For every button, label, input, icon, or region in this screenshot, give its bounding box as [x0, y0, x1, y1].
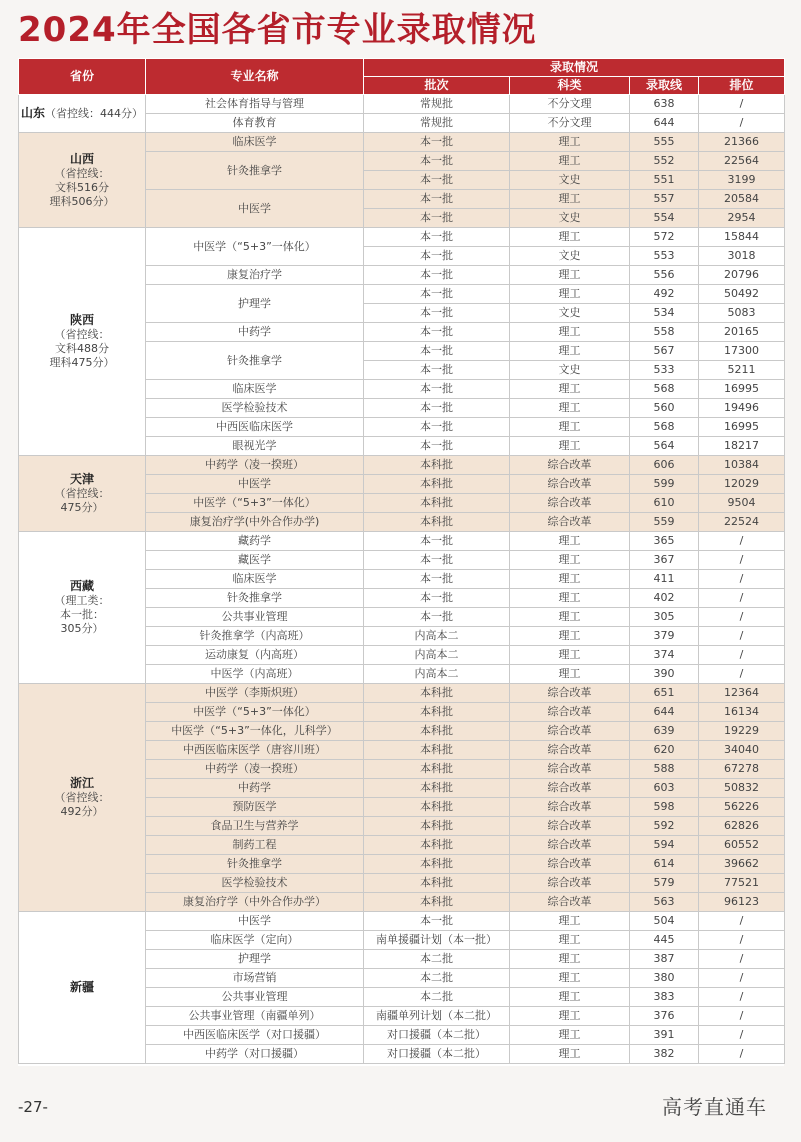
- score-cell: 555: [630, 133, 699, 152]
- score-cell: 551: [630, 171, 699, 190]
- batch-cell: 内高本二: [364, 665, 510, 684]
- major-cell: 针灸推拿学: [146, 152, 364, 190]
- category-cell: 理工: [510, 323, 630, 342]
- batch-cell: 本科批: [364, 893, 510, 912]
- batch-cell: 本一批: [364, 912, 510, 931]
- major-cell: 护理学: [146, 285, 364, 323]
- major-cell: 公共事业管理（南疆单列）: [146, 1007, 364, 1026]
- province-name: 新疆: [69, 980, 94, 994]
- category-cell: 理工: [510, 950, 630, 969]
- major-cell: 临床医学: [146, 380, 364, 399]
- rank-cell: /: [699, 570, 785, 589]
- batch-cell: 对口援疆（本二批）: [364, 1045, 510, 1064]
- score-cell: 567: [630, 342, 699, 361]
- score-cell: 558: [630, 323, 699, 342]
- province-note: （省控线： 475分）: [54, 487, 110, 514]
- batch-cell: 本科批: [364, 855, 510, 874]
- category-cell: 文史: [510, 171, 630, 190]
- rank-cell: 21366: [699, 133, 785, 152]
- score-cell: 579: [630, 874, 699, 893]
- major-cell: 中西医临床医学（对口援疆）: [146, 1026, 364, 1045]
- rank-cell: 50832: [699, 779, 785, 798]
- major-cell: 市场营销: [146, 969, 364, 988]
- score-cell: 387: [630, 950, 699, 969]
- province-name: 浙江: [69, 776, 94, 790]
- rank-cell: /: [699, 1026, 785, 1045]
- category-cell: 理工: [510, 988, 630, 1007]
- category-cell: 理工: [510, 418, 630, 437]
- category-cell: 理工: [510, 608, 630, 627]
- category-cell: 综合改革: [510, 475, 630, 494]
- batch-cell: 本科批: [364, 513, 510, 532]
- province-name: 西藏: [69, 579, 94, 593]
- score-cell: 651: [630, 684, 699, 703]
- major-cell: 康复治疗学（中外合作办学）: [146, 893, 364, 912]
- rank-cell: /: [699, 1045, 785, 1064]
- batch-cell: 本科批: [364, 741, 510, 760]
- category-cell: 理工: [510, 266, 630, 285]
- major-cell: 中药学（凌一揆班）: [146, 760, 364, 779]
- major-cell: 公共事业管理: [146, 608, 364, 627]
- major-cell: 中医学（李斯炽班）: [146, 684, 364, 703]
- rank-cell: /: [699, 532, 785, 551]
- category-cell: 理工: [510, 912, 630, 931]
- category-cell: 综合改革: [510, 779, 630, 798]
- category-cell: 理工: [510, 133, 630, 152]
- batch-cell: 本科批: [364, 836, 510, 855]
- score-cell: 606: [630, 456, 699, 475]
- category-cell: 理工: [510, 969, 630, 988]
- batch-cell: 内高本二: [364, 646, 510, 665]
- province-cell: [19, 456, 146, 532]
- table-row: [19, 532, 785, 551]
- rank-cell: 56226: [699, 798, 785, 817]
- batch-cell: 本科批: [364, 475, 510, 494]
- rank-cell: /: [699, 969, 785, 988]
- score-cell: 553: [630, 247, 699, 266]
- major-cell: 中药学: [146, 323, 364, 342]
- score-cell: 572: [630, 228, 699, 247]
- batch-cell: 本一批: [364, 418, 510, 437]
- category-cell: 综合改革: [510, 836, 630, 855]
- category-cell: 综合改革: [510, 874, 630, 893]
- category-cell: 理工: [510, 589, 630, 608]
- batch-cell: 本科批: [364, 703, 510, 722]
- province-cell: [19, 95, 146, 133]
- major-cell: 食品卫生与营养学: [146, 817, 364, 836]
- rank-cell: /: [699, 627, 785, 646]
- score-cell: 533: [630, 361, 699, 380]
- rank-cell: 19496: [699, 399, 785, 418]
- batch-cell: 本一批: [364, 323, 510, 342]
- batch-cell: 常规批: [364, 114, 510, 133]
- category-cell: 综合改革: [510, 817, 630, 836]
- major-cell: 中药学（对口援疆）: [146, 1045, 364, 1064]
- rank-cell: /: [699, 114, 785, 133]
- major-cell: 社会体育指导与管理: [146, 95, 364, 114]
- batch-cell: 本一批: [364, 209, 510, 228]
- category-cell: 综合改革: [510, 722, 630, 741]
- major-cell: 运动康复（内高班）: [146, 646, 364, 665]
- score-cell: 391: [630, 1026, 699, 1045]
- score-cell: 638: [630, 95, 699, 114]
- province-name: 天津: [69, 472, 94, 486]
- province-note: （省控线： 文科516分 理科506分）: [49, 166, 115, 208]
- category-cell: 理工: [510, 1026, 630, 1045]
- category-cell: 理工: [510, 342, 630, 361]
- category-cell: 不分文理: [510, 114, 630, 133]
- batch-cell: 本科批: [364, 456, 510, 475]
- score-cell: 492: [630, 285, 699, 304]
- major-cell: 针灸推拿学（内高班）: [146, 627, 364, 646]
- rank-cell: 19229: [699, 722, 785, 741]
- major-cell: 中医学: [146, 912, 364, 931]
- rank-cell: 5211: [699, 361, 785, 380]
- province-cell: [19, 228, 146, 456]
- rank-cell: /: [699, 950, 785, 969]
- category-cell: 综合改革: [510, 513, 630, 532]
- rank-cell: /: [699, 551, 785, 570]
- header-province: 省份: [19, 59, 146, 95]
- category-cell: 综合改革: [510, 760, 630, 779]
- score-cell: 568: [630, 380, 699, 399]
- rank-cell: 22524: [699, 513, 785, 532]
- major-cell: 护理学: [146, 950, 364, 969]
- major-cell: 针灸推拿学: [146, 855, 364, 874]
- brand-watermark: 高考直通车: [662, 1095, 767, 1119]
- province-note: （理工类： 本一批： 305分）: [54, 594, 110, 635]
- score-cell: 563: [630, 893, 699, 912]
- header-major: 专业名称: [146, 59, 364, 95]
- rank-cell: 3199: [699, 171, 785, 190]
- rank-cell: 20796: [699, 266, 785, 285]
- table-row: [19, 95, 785, 114]
- category-cell: 综合改革: [510, 893, 630, 912]
- rank-cell: 12029: [699, 475, 785, 494]
- batch-cell: 本二批: [364, 988, 510, 1007]
- batch-cell: 本一批: [364, 361, 510, 380]
- category-cell: 理工: [510, 1045, 630, 1064]
- score-cell: 614: [630, 855, 699, 874]
- table-row: [19, 684, 785, 703]
- category-cell: 综合改革: [510, 855, 630, 874]
- rank-cell: /: [699, 665, 785, 684]
- score-cell: 445: [630, 931, 699, 950]
- category-cell: 综合改革: [510, 741, 630, 760]
- score-cell: 390: [630, 665, 699, 684]
- table-row: [19, 456, 785, 475]
- batch-cell: 本一批: [364, 285, 510, 304]
- batch-cell: 南单援疆计划（本一批）: [364, 931, 510, 950]
- batch-cell: 本一批: [364, 570, 510, 589]
- batch-cell: 本一批: [364, 247, 510, 266]
- header-admission-group: 录取情况: [364, 59, 785, 77]
- major-cell: 中医学（“5+3”一体化）: [146, 703, 364, 722]
- batch-cell: 本科批: [364, 760, 510, 779]
- score-cell: 411: [630, 570, 699, 589]
- score-cell: 557: [630, 190, 699, 209]
- major-cell: 中西医临床医学: [146, 418, 364, 437]
- rank-cell: /: [699, 988, 785, 1007]
- rank-cell: 62826: [699, 817, 785, 836]
- category-cell: 理工: [510, 152, 630, 171]
- batch-cell: 本一批: [364, 551, 510, 570]
- score-cell: 598: [630, 798, 699, 817]
- province-note: （省控线： 492分）: [54, 791, 110, 818]
- category-cell: 理工: [510, 190, 630, 209]
- rank-cell: /: [699, 608, 785, 627]
- category-cell: 理工: [510, 399, 630, 418]
- major-cell: 医学检验技术: [146, 399, 364, 418]
- rank-cell: 3018: [699, 247, 785, 266]
- category-cell: 综合改革: [510, 684, 630, 703]
- rank-cell: 12364: [699, 684, 785, 703]
- major-cell: 针灸推拿学: [146, 342, 364, 380]
- rank-cell: 20165: [699, 323, 785, 342]
- category-cell: 理工: [510, 570, 630, 589]
- major-cell: 中医学（内高班）: [146, 665, 364, 684]
- batch-cell: 本一批: [364, 152, 510, 171]
- score-cell: 367: [630, 551, 699, 570]
- score-cell: 599: [630, 475, 699, 494]
- batch-cell: 常规批: [364, 95, 510, 114]
- province-name: 山西: [69, 151, 94, 166]
- score-cell: 620: [630, 741, 699, 760]
- score-cell: 552: [630, 152, 699, 171]
- major-cell: 藏药学: [146, 532, 364, 551]
- category-cell: 文史: [510, 304, 630, 323]
- score-cell: 644: [630, 114, 699, 133]
- category-cell: 综合改革: [510, 703, 630, 722]
- rank-cell: 67278: [699, 760, 785, 779]
- page-number: -27-: [18, 1098, 48, 1116]
- major-cell: 中西医临床医学（唐容川班）: [146, 741, 364, 760]
- score-cell: 374: [630, 646, 699, 665]
- rank-cell: 9504: [699, 494, 785, 513]
- batch-cell: 本一批: [364, 399, 510, 418]
- score-cell: 559: [630, 513, 699, 532]
- category-cell: 文史: [510, 209, 630, 228]
- rank-cell: 34040: [699, 741, 785, 760]
- rank-cell: /: [699, 912, 785, 931]
- table-row: [19, 228, 785, 247]
- province-cell: [19, 684, 146, 912]
- rank-cell: 17300: [699, 342, 785, 361]
- category-cell: 理工: [510, 380, 630, 399]
- major-cell: 预防医学: [146, 798, 364, 817]
- major-cell: 藏医学: [146, 551, 364, 570]
- batch-cell: 本一批: [364, 266, 510, 285]
- province-name: 山东: [20, 106, 45, 120]
- batch-cell: 本一批: [364, 228, 510, 247]
- province-cell: [19, 133, 146, 228]
- province-note: （省控线： 文科488分 理科475分）: [49, 328, 115, 369]
- batch-cell: 本一批: [364, 304, 510, 323]
- score-cell: 592: [630, 817, 699, 836]
- batch-cell: 本一批: [364, 190, 510, 209]
- category-cell: 综合改革: [510, 456, 630, 475]
- admission-table-sheet: [18, 58, 784, 1066]
- major-cell: 中医学: [146, 475, 364, 494]
- category-cell: 理工: [510, 665, 630, 684]
- category-cell: 理工: [510, 1007, 630, 1026]
- page-title: 2024年全国各省市专业录取情况: [18, 10, 537, 50]
- major-cell: 中医学（“5+3”一体化，儿科学）: [146, 722, 364, 741]
- rank-cell: 15844: [699, 228, 785, 247]
- batch-cell: 本一批: [364, 133, 510, 152]
- header-category: 科类: [510, 77, 630, 95]
- category-cell: 综合改革: [510, 798, 630, 817]
- score-cell: 376: [630, 1007, 699, 1026]
- rank-cell: 18217: [699, 437, 785, 456]
- score-cell: 305: [630, 608, 699, 627]
- province-note: （省控线：444分）: [45, 107, 143, 120]
- table-header: [19, 59, 785, 95]
- category-cell: 文史: [510, 361, 630, 380]
- major-cell: 中医学: [146, 190, 364, 228]
- major-cell: 针灸推拿学: [146, 589, 364, 608]
- batch-cell: 对口援疆（本二批）: [364, 1026, 510, 1045]
- table-row: [19, 133, 785, 152]
- score-cell: 610: [630, 494, 699, 513]
- category-cell: 理工: [510, 532, 630, 551]
- score-cell: 556: [630, 266, 699, 285]
- table-row: [19, 912, 785, 931]
- batch-cell: 本二批: [364, 969, 510, 988]
- score-cell: 639: [630, 722, 699, 741]
- batch-cell: 本科批: [364, 779, 510, 798]
- batch-cell: 本科批: [364, 874, 510, 893]
- score-cell: 644: [630, 703, 699, 722]
- score-cell: 402: [630, 589, 699, 608]
- rank-cell: 22564: [699, 152, 785, 171]
- category-cell: 理工: [510, 437, 630, 456]
- batch-cell: 本一批: [364, 342, 510, 361]
- score-cell: 365: [630, 532, 699, 551]
- score-cell: 534: [630, 304, 699, 323]
- rank-cell: 60552: [699, 836, 785, 855]
- major-cell: 眼视光学: [146, 437, 364, 456]
- batch-cell: 本一批: [364, 589, 510, 608]
- category-cell: 不分文理: [510, 95, 630, 114]
- major-cell: 中药学（凌一揆班）: [146, 456, 364, 475]
- province-cell: [19, 912, 146, 1064]
- batch-cell: 本一批: [364, 171, 510, 190]
- category-cell: 综合改革: [510, 494, 630, 513]
- major-cell: 中医学（“5+3”一体化）: [146, 494, 364, 513]
- category-cell: 理工: [510, 646, 630, 665]
- major-cell: 临床医学: [146, 570, 364, 589]
- rank-cell: /: [699, 931, 785, 950]
- batch-cell: 本二批: [364, 950, 510, 969]
- category-cell: 文史: [510, 247, 630, 266]
- score-cell: 568: [630, 418, 699, 437]
- rank-cell: /: [699, 589, 785, 608]
- score-cell: 504: [630, 912, 699, 931]
- major-cell: 康复治疗学: [146, 266, 364, 285]
- batch-cell: 本一批: [364, 437, 510, 456]
- score-cell: 379: [630, 627, 699, 646]
- score-cell: 383: [630, 988, 699, 1007]
- rank-cell: 77521: [699, 874, 785, 893]
- table-body: [19, 95, 785, 1064]
- category-cell: 理工: [510, 228, 630, 247]
- major-cell: 公共事业管理: [146, 988, 364, 1007]
- rank-cell: 10384: [699, 456, 785, 475]
- batch-cell: 本科批: [364, 494, 510, 513]
- rank-cell: /: [699, 646, 785, 665]
- score-cell: 588: [630, 760, 699, 779]
- batch-cell: 内高本二: [364, 627, 510, 646]
- batch-cell: 本科批: [364, 817, 510, 836]
- batch-cell: 南疆单列计划（本二批）: [364, 1007, 510, 1026]
- rank-cell: 96123: [699, 893, 785, 912]
- rank-cell: 39662: [699, 855, 785, 874]
- major-cell: 制药工程: [146, 836, 364, 855]
- major-cell: 体育教育: [146, 114, 364, 133]
- rank-cell: /: [699, 95, 785, 114]
- batch-cell: 本科批: [364, 722, 510, 741]
- province-cell: [19, 532, 146, 684]
- province-name: 陕西: [69, 313, 94, 327]
- score-cell: 554: [630, 209, 699, 228]
- category-cell: 理工: [510, 551, 630, 570]
- major-cell: 康复治疗学(中外合作办学): [146, 513, 364, 532]
- rank-cell: 20584: [699, 190, 785, 209]
- major-cell: 医学检验技术: [146, 874, 364, 893]
- category-cell: 理工: [510, 627, 630, 646]
- header-rank: 排位: [699, 77, 785, 95]
- batch-cell: 本科批: [364, 684, 510, 703]
- score-cell: 382: [630, 1045, 699, 1064]
- rank-cell: /: [699, 1007, 785, 1026]
- batch-cell: 本一批: [364, 532, 510, 551]
- rank-cell: 16995: [699, 380, 785, 399]
- major-cell: 临床医学（定向）: [146, 931, 364, 950]
- rank-cell: 16134: [699, 703, 785, 722]
- rank-cell: 5083: [699, 304, 785, 323]
- major-cell: 临床医学: [146, 133, 364, 152]
- batch-cell: 本科批: [364, 798, 510, 817]
- score-cell: 380: [630, 969, 699, 988]
- category-cell: 理工: [510, 931, 630, 950]
- score-cell: 564: [630, 437, 699, 456]
- rank-cell: 2954: [699, 209, 785, 228]
- batch-cell: 本一批: [364, 608, 510, 627]
- header-score: 录取线: [630, 77, 699, 95]
- score-cell: 560: [630, 399, 699, 418]
- header-batch: 批次: [364, 77, 510, 95]
- rank-cell: 16995: [699, 418, 785, 437]
- category-cell: 理工: [510, 285, 630, 304]
- rank-cell: 50492: [699, 285, 785, 304]
- major-cell: 中医学（“5+3”一体化）: [146, 228, 364, 266]
- admission-table: [18, 58, 785, 1064]
- major-cell: 中药学: [146, 779, 364, 798]
- score-cell: 594: [630, 836, 699, 855]
- batch-cell: 本一批: [364, 380, 510, 399]
- score-cell: 603: [630, 779, 699, 798]
